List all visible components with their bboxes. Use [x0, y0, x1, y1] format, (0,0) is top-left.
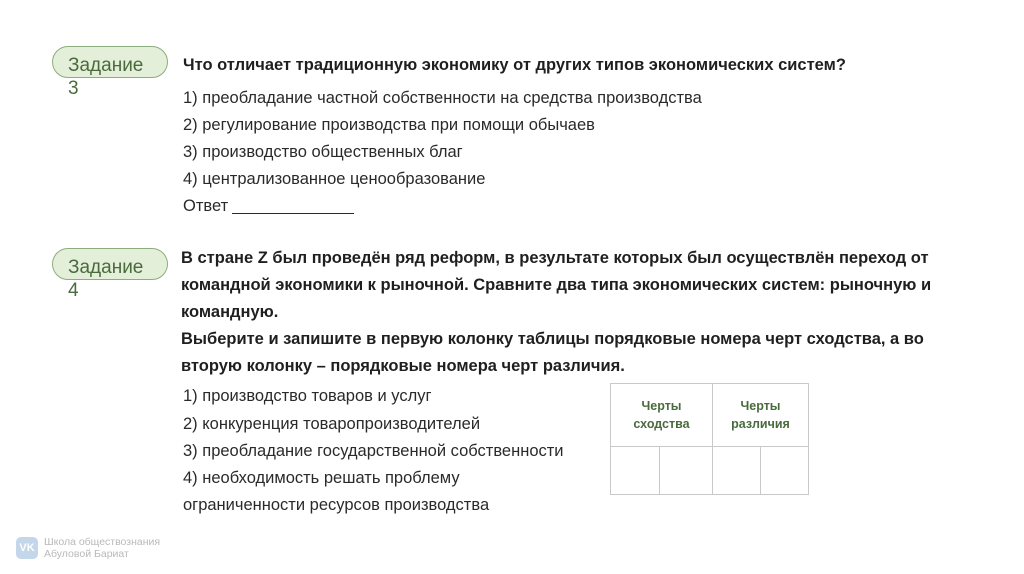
task4-paragraph-line-3: командную. [181, 303, 279, 321]
footer-line-1: Школа обществознания [44, 536, 161, 548]
footer-line-2: Абуловой Бариат [44, 548, 129, 560]
task4-paragraph-line-4: Выберите и запишите в первую колонку таблицы порядковые номера черт сходства, а во [181, 330, 924, 348]
similarity-cell-1[interactable] [611, 447, 660, 495]
task4-paragraph-line-5: вторую колонку – порядковые номера черт различия. [181, 357, 625, 375]
footer-watermark [16, 536, 160, 560]
task3-option-3: 3) производство общественных благ [183, 143, 463, 161]
task3-badge-word: Задание [68, 55, 144, 76]
task3-option-1: 1) преобладание частной собственности на средства производства [183, 89, 702, 107]
difference-cell-2[interactable] [761, 447, 809, 495]
answer-table [610, 383, 809, 495]
task3-answer-label: Ответ [183, 197, 229, 215]
similarity-cell-2[interactable] [660, 447, 713, 495]
table-header-differences: Черты различия [713, 384, 809, 447]
task4-option-4-continued: ограниченности ресурсов производства [183, 496, 490, 514]
task4-option-3: 3) преобладание государственной собственности [183, 442, 564, 460]
task4-paragraph-line-2: командной экономики к рыночной. Сравните два типа экономических систем: рыночную и [181, 276, 932, 294]
table-header-similarities: Черты сходства [611, 384, 713, 447]
task3-badge-number: 3 [68, 78, 79, 99]
vk-logo-icon: VK [16, 537, 38, 559]
task3-option-4: 4) централизованное ценообразование [183, 170, 486, 188]
task4-badge-number: 4 [68, 280, 79, 301]
difference-cell-1[interactable] [713, 447, 761, 495]
task4-option-4: 4) необходимость решать проблему [183, 469, 460, 487]
task3-option-2: 2) регулирование производства при помощи обычаев [183, 116, 595, 134]
task4-paragraph-line-1: В стране Z был проведён ряд реформ, в результате которых был осуществлён переход от [181, 249, 929, 267]
task3-question: Что отличает традиционную экономику от других типов экономических систем? [183, 56, 846, 74]
task4-paragraph [181, 245, 931, 380]
task3-answer-line[interactable] [232, 213, 354, 214]
task4-option-1: 1) производство товаров и услуг [183, 387, 432, 405]
task4-badge-word: Задание [68, 257, 144, 278]
task4-option-2: 2) конкуренция товаропроизводителей [183, 415, 481, 433]
